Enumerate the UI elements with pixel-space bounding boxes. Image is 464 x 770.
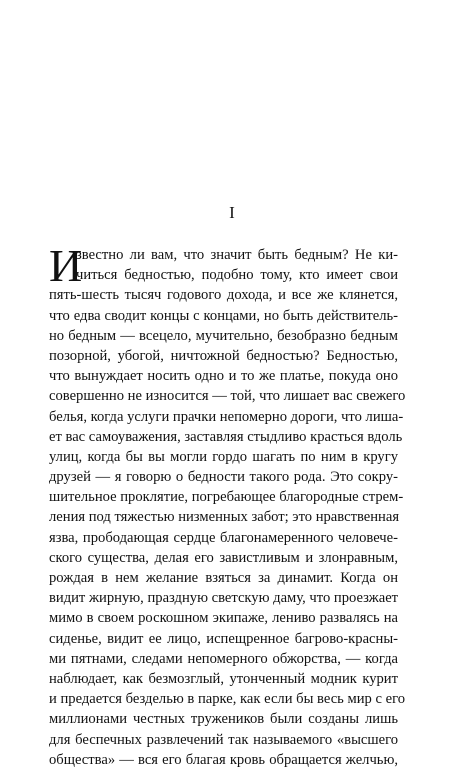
text-line: шительное проклятие, погребающее благородные стрем- <box>49 489 404 506</box>
text-line: ления под тяжестью низменных забот; это нравственная <box>49 509 400 526</box>
text-line: язва, прободающая сердце благонамеренного человече- <box>49 529 398 546</box>
text-line: для беспечных развлечений так называемого «высшего <box>49 731 398 748</box>
text-line: пять-шесть тысяч годового дохода, и все же клянется, <box>49 287 398 304</box>
text-line: звестно ли вам, что значит быть бедным? Не ки- <box>76 247 398 263</box>
text-line: и предается безделью в парке, как если бы весь мир с его <box>49 691 405 708</box>
text-line: позорной, убогой, ничтожной бедностью? Бедностью, <box>49 347 398 364</box>
chapter-heading: I <box>229 203 235 222</box>
text-line: улиц, когда бы вы могли гордо шагать по ним в кругу <box>49 448 398 465</box>
text-line: но бедным — всецело, мучительно, безобразно бедным <box>49 327 398 344</box>
text-line: читься бедностью, подобно тому, кто имеет свои <box>76 267 398 284</box>
text-line: наблюдает, как безмозглый, утонченный модник курит <box>49 670 398 687</box>
text-line: сиденье, видит ее лицо, испещренное багрово-красны- <box>49 630 398 647</box>
text-line: что вынуждает носить одно и то же платье, покуда оно <box>49 368 398 385</box>
text-line: ет вас самоуважения, заставляя стыдливо красться вдоль <box>49 428 403 445</box>
text-line: совершенно не износится — той, что лишает вас свежего <box>49 388 406 405</box>
drop-cap: И <box>49 240 83 291</box>
text-line: ми пятнами, следами непомерного обжорства, — когда <box>49 650 398 667</box>
paragraph-text <box>49 240 406 770</box>
text-line: общества» — вся его благая кровь обращается желчью, <box>49 751 398 768</box>
text-line: миллионами честных тружеников были созданы лишь <box>49 711 398 728</box>
text-line: друзей — я говорю о бедности такого рода. Это сокру- <box>49 469 398 486</box>
text-line: видит жирную, праздную светскую даму, что проезжает <box>49 590 399 607</box>
text-line: ского существа, делая его завистливым и злонравным, <box>49 549 398 566</box>
text-line: мимо в своем роскошном экипаже, лениво развалясь на <box>49 610 398 627</box>
text-line: рождая в нем желание взяться за динамит. Когда он <box>49 570 398 586</box>
text-line: что едва сводит концы с концами, но быть действитель- <box>49 307 398 324</box>
text-line: белья, когда услуги прачки непомерно дороги, что лиша- <box>49 408 404 425</box>
